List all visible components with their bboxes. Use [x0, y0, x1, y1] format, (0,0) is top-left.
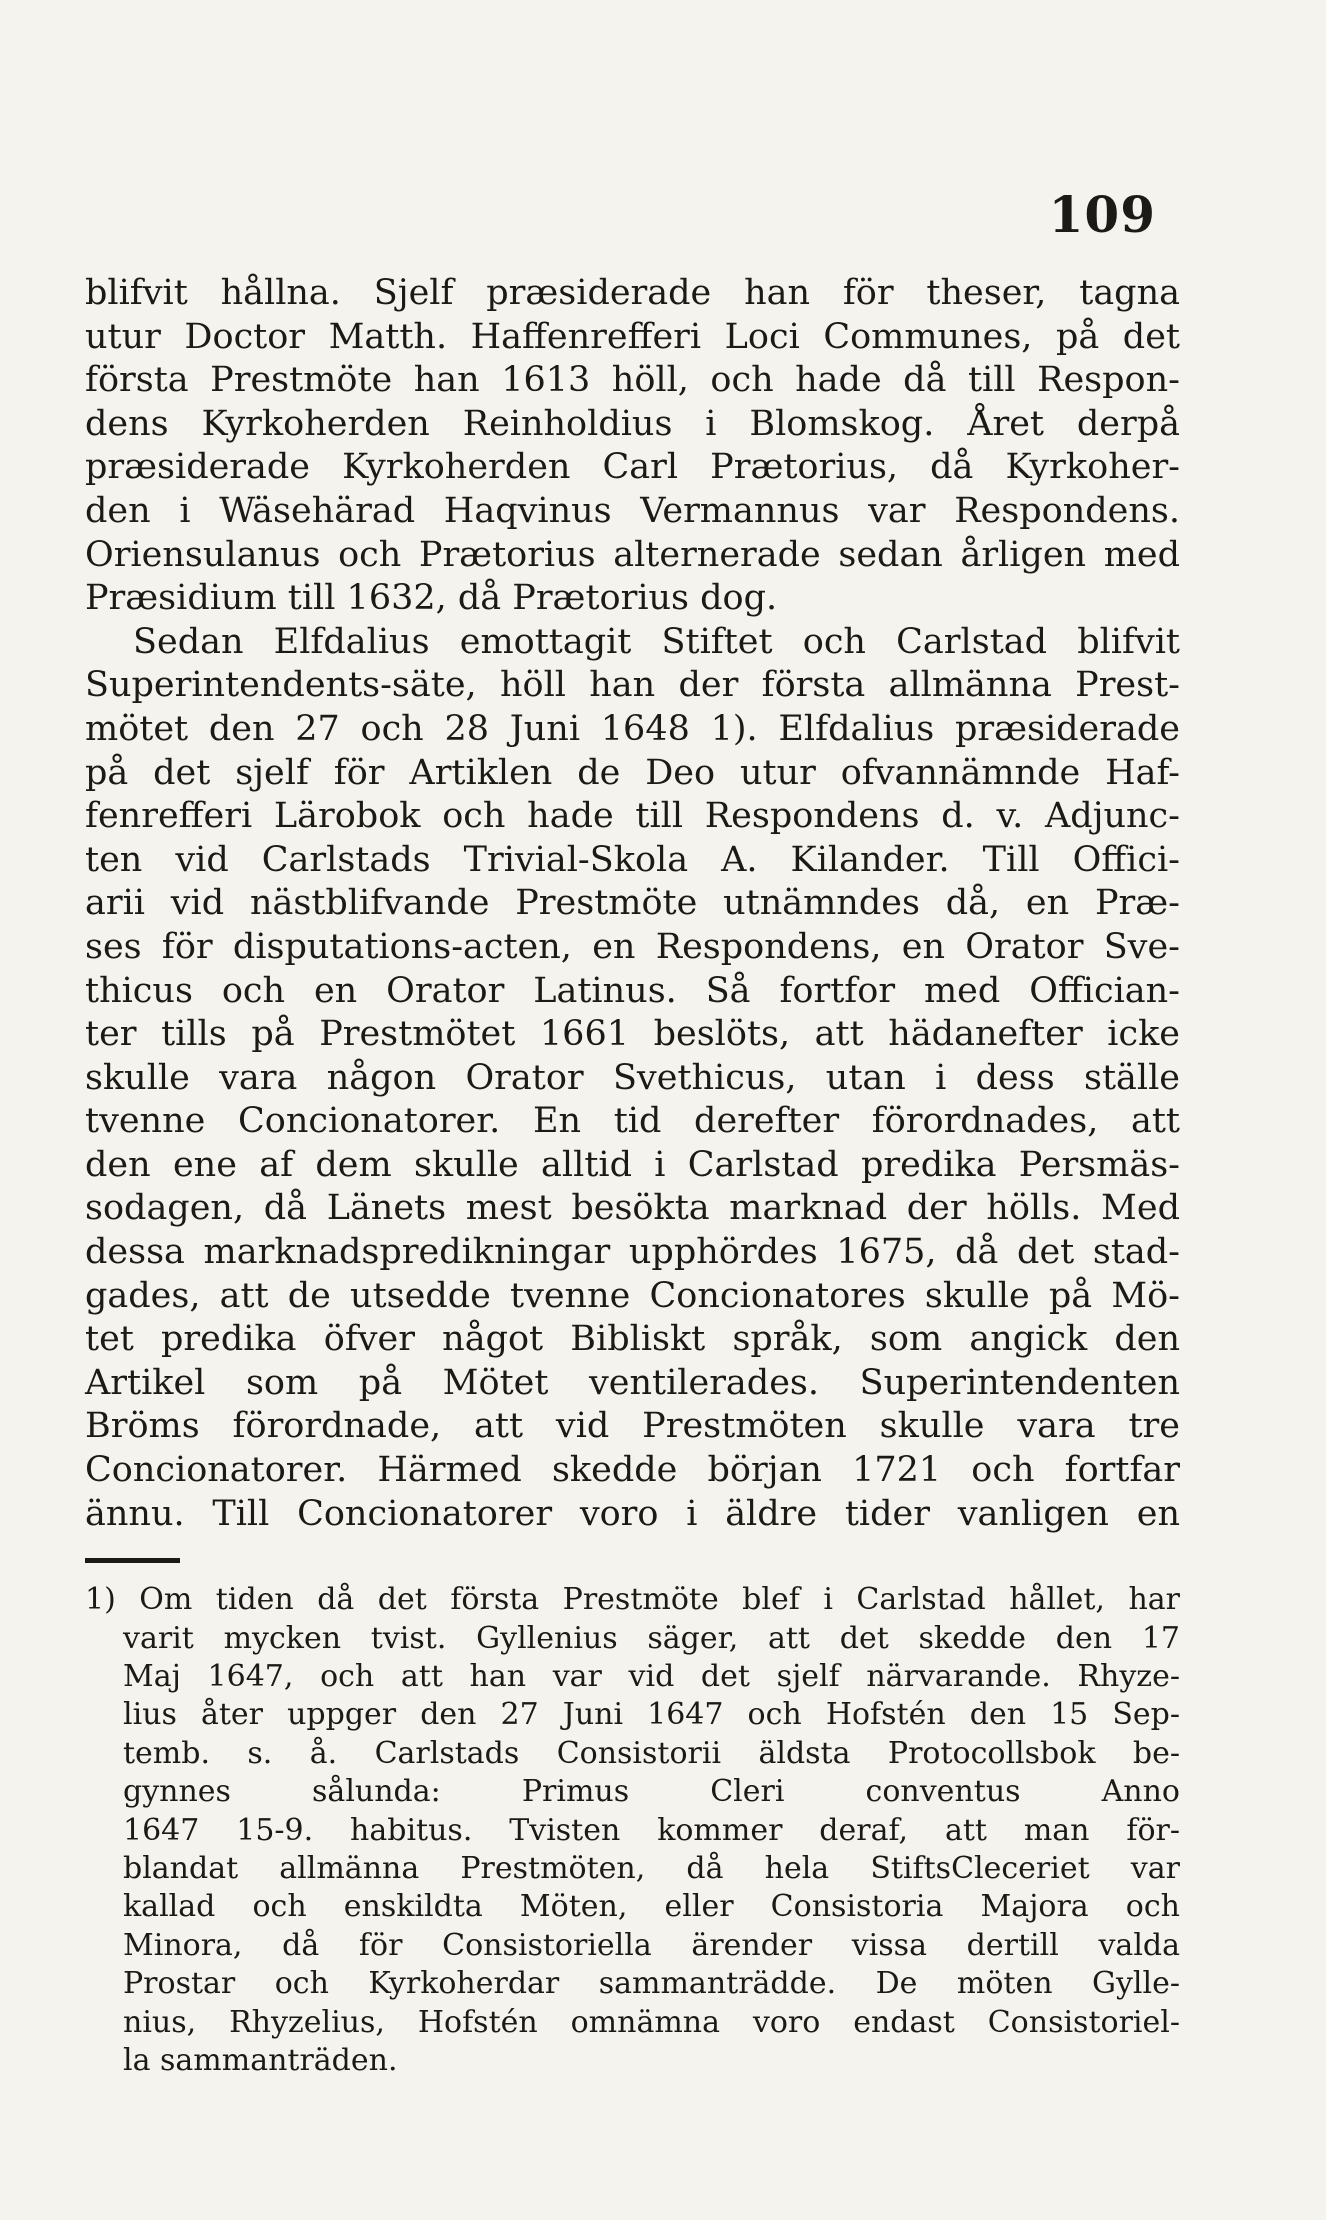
text-line: första Prestmöte han 1613 höll, och hade då till Respon-	[85, 360, 1180, 401]
text-line: utur Doctor Matth. Haffenrefferi Loci Communes, på det	[85, 316, 1180, 357]
text-line: Concionatorer. Härmed skedde början 1721 och fortfar	[85, 1450, 1180, 1491]
footnote-line: 1) Om tiden då det första Prestmöte blef i Carlstad hållet, har	[85, 1582, 1180, 1618]
text-line: Sedan Elfdalius emottagit Stiftet och Carlstad blifvit	[133, 621, 1180, 662]
text-line: mötet den 27 och 28 Juni 1648 1). Elfdalius præsiderade	[85, 708, 1180, 749]
text-line: ännu. Till Concionatorer voro i äldre tider vanligen en	[85, 1493, 1180, 1534]
text-line: ter tills på Prestmötet 1661 beslöts, att hädanefter icke	[85, 1014, 1180, 1055]
text-line: Oriensulanus och Prætorius alternerade sedan årligen med	[85, 534, 1180, 575]
footnote-line: Maj 1647, och att han var vid det sjelf närvarande. Rhyze-	[123, 1659, 1180, 1695]
footnote-line: varit mycken tvist. Gyllenius säger, att det skedde den 17	[123, 1620, 1180, 1656]
text-line: Bröms förordnade, att vid Prestmöten skulle vara tre	[85, 1406, 1180, 1447]
text-line: den ene af dem skulle alltid i Carlstad predika Persmäs-	[85, 1144, 1180, 1185]
text-line: sodagen, då Länets mest besökta marknad der hölls. Med	[85, 1188, 1180, 1229]
text-line: Præsidium till 1632, då Prætorius dog.	[85, 578, 778, 619]
text-line: Artikel som på Mötet ventilerades. Superintendenten	[85, 1362, 1180, 1403]
footnote-line: lius åter uppger den 27 Juni 1647 och Hofstén den 15 Sep-	[123, 1697, 1180, 1733]
footnote-line: Minora, då för Consistoriella ärender vissa dertill valda	[123, 1927, 1180, 1963]
text-line: Superintendents-säte, höll han der första allmänna Prest-	[85, 665, 1180, 706]
text-line: på det sjelf för Artiklen de Deo utur ofvannämnde Haf-	[85, 752, 1180, 793]
text-block	[85, 272, 1180, 2081]
text-line: tet predika öfver något Bibliskt språk, som angick den	[85, 1319, 1180, 1360]
footnote-line: gynnes sålunda: Primus Cleri conventus Anno	[123, 1774, 1180, 1810]
text-line: arii vid nästblifvande Prestmöte utnämndes då, en Præ-	[85, 883, 1180, 924]
text-line: tvenne Concionatorer. En tid derefter förordnades, att	[85, 1101, 1180, 1142]
footnote-separator	[85, 1558, 180, 1563]
text-line: præsiderade Kyrkoherden Carl Prætorius, då Kyrkoher-	[85, 447, 1180, 488]
text-line: den i Wäsehärad Haqvinus Vermannus var Respondens.	[85, 490, 1180, 531]
text-line: dens Kyrkoherden Reinholdius i Blomskog. Året derpå	[85, 403, 1180, 444]
text-line: thicus och en Orator Latinus. Så fortfor med Offician-	[85, 970, 1180, 1011]
text-line: dessa marknadspredikningar upphördes 1675, då det stad-	[85, 1232, 1180, 1273]
footnote-line: Prostar och Kyrkoherdar sammanträdde. De möten Gylle-	[123, 1966, 1180, 2002]
main-text	[85, 272, 1180, 1536]
footnote-line: blandat allmänna Prestmöten, då hela StiftsCleceriet var	[123, 1851, 1180, 1887]
footnote-line: nius, Rhyzelius, Hofstén omnämna voro endast Consistoriel-	[123, 2004, 1180, 2040]
text-line: gades, att de utsedde tvenne Concionatores skulle på Mö-	[85, 1275, 1180, 1316]
text-line: blifvit hållna. Sjelf præsiderade han för theser, tagna	[85, 273, 1180, 313]
text-line: ten vid Carlstads Trivial-Skola A. Kilander. Till Offici-	[85, 839, 1180, 880]
footnote-line: kallad och enskildta Möten, eller Consistoria Majora och	[123, 1889, 1180, 1925]
footnote-line: temb. s. å. Carlstads Consistorii äldsta Protocollsbok be-	[123, 1735, 1180, 1771]
text-line: skulle vara någon Orator Svethicus, utan i dess ställe	[85, 1057, 1180, 1098]
footnote-line: 1647 15-9. habitus. Tvisten kommer deraf, att man för-	[123, 1812, 1180, 1848]
footnote	[85, 1581, 1180, 2080]
text-line: fenrefferi Lärobok och hade till Respondens d. v. Adjunc-	[85, 796, 1180, 837]
text-line: ses för disputations-acten, en Respondens, en Orator Sve-	[85, 926, 1180, 967]
footnote-line: la sammanträden.	[123, 2043, 398, 2079]
page-number: 109	[1048, 185, 1156, 244]
